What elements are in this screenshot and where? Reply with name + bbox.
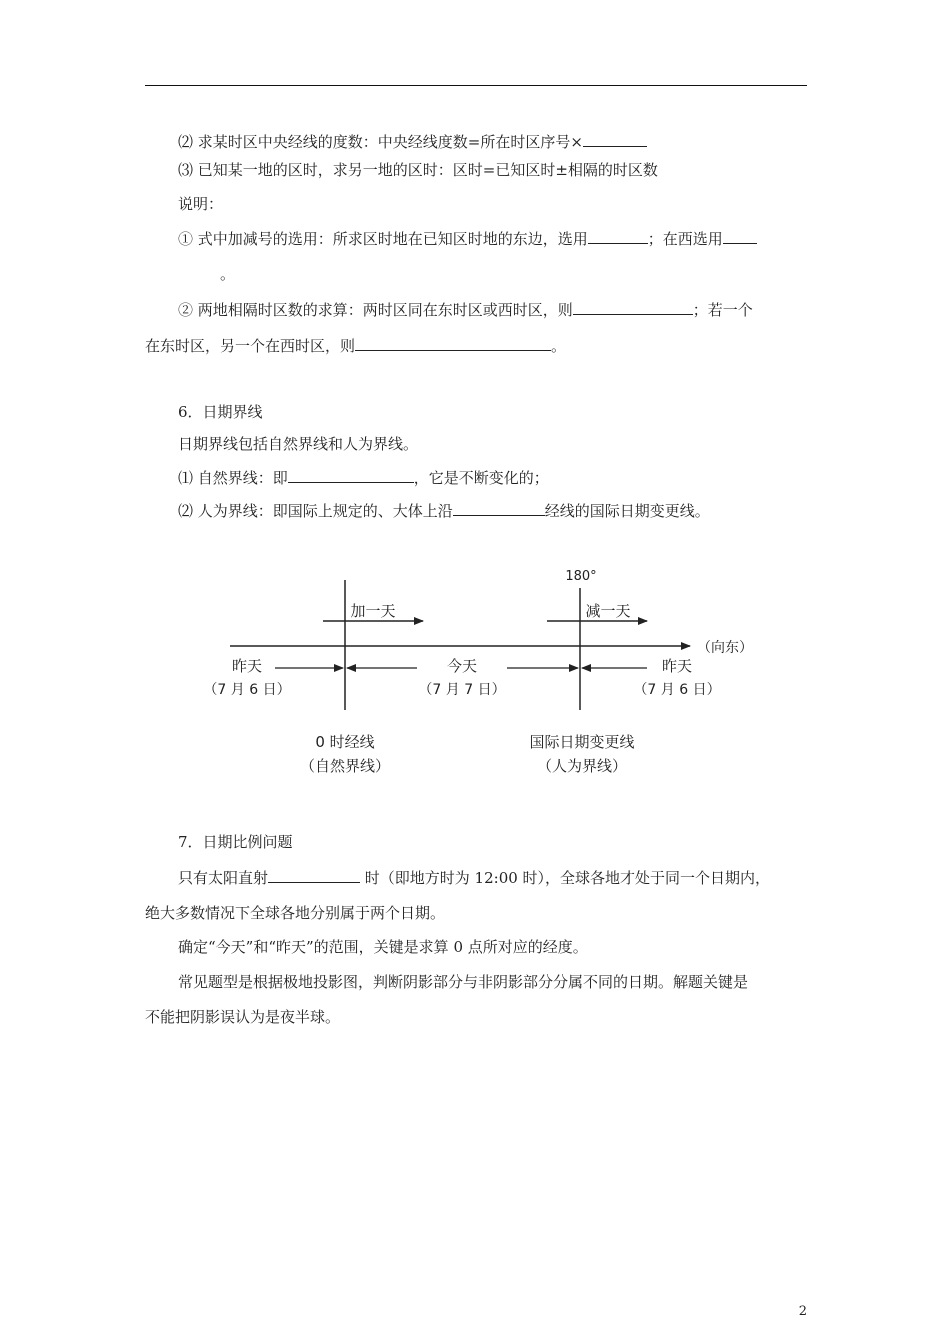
yesterday-left-label: 昨天 xyxy=(231,657,263,675)
note-zone-difference: ② 两地相隔时区数的求算：两时区同在东时区或西时区，则 ；若一个 xyxy=(178,301,753,319)
zone-time-rule: ⑶ 已知某一地的区时，求另一地的区时：区时=已知区时±相隔的时区数 xyxy=(178,161,658,179)
answer-blank xyxy=(268,867,360,883)
date-line-diagram xyxy=(195,560,765,785)
date-middle-label: （7 月 7 日） xyxy=(418,682,506,698)
date-right-label: （7 月 6 日） xyxy=(633,682,721,698)
section-7-para-3-cont: 不能把阴影误认为是夜半球。 xyxy=(145,1008,341,1026)
section-7-heading: 7．日期比例问题 xyxy=(178,833,293,851)
answer-blank xyxy=(583,131,647,147)
sub-day-label: 减一天 xyxy=(585,602,631,620)
add-day-label: 加一天 xyxy=(350,602,396,620)
answer-blank xyxy=(723,228,757,244)
answer-blank xyxy=(573,299,693,315)
today-label: 今天 xyxy=(446,657,478,675)
note-plus-minus: ① 式中加减号的选用：所求区时地在已知区时地的东边，选用 ；在西选用 xyxy=(178,228,757,249)
yesterday-right-label: 昨天 xyxy=(661,657,693,675)
central-meridian-rule xyxy=(178,131,647,152)
section-7-para-1-cont: 绝大多数情况下全球各地分别属于两个日期。 xyxy=(145,904,446,922)
natural-boundary-caption: （自然界线） xyxy=(299,757,391,775)
answer-blank xyxy=(288,467,414,483)
longitude-180-label: 180° xyxy=(565,569,597,584)
section-7-para-2: 确定“今天”和“昨天”的范围，关键是求算 0 点所对应的经度。 xyxy=(178,938,588,956)
header-rule xyxy=(145,85,807,86)
section-6-heading: 6．日期界线 xyxy=(178,403,263,421)
central-meridian-text: ⑵ 求某时区中央经线的度数：中央经线度数=所在时区序号× xyxy=(178,133,583,151)
artificial-boundary-caption: （人为界线） xyxy=(536,757,628,775)
answer-blank xyxy=(588,228,648,244)
date-line-name: 国际日期变更线 xyxy=(529,733,635,751)
page-number: 2 xyxy=(798,1304,807,1319)
note-end-mark: 。 xyxy=(220,265,236,283)
answer-blank xyxy=(355,335,551,351)
date-left-label: （7 月 6 日） xyxy=(203,682,291,698)
answer-blank xyxy=(453,500,545,516)
note-zone-difference-cont: 在东时区，另一个在西时区，则 。 xyxy=(145,337,567,355)
natural-boundary-item: ⑴ 自然界线：即 ，它是不断变化的； xyxy=(178,469,549,487)
section-7-para-3: 常见题型是根据极地投影图，判断阴影部分与非阴影部分分属不同的日期。解题关键是 xyxy=(178,973,749,991)
section-6-intro: 日期界线包括自然界线和人为界线。 xyxy=(178,435,419,453)
zero-meridian-name: 0 时经线 xyxy=(315,733,375,751)
artificial-boundary-item: ⑵ 人为界线：即国际上规定的、大体上沿 经线的国际日期变更线。 xyxy=(178,502,710,520)
eastward-label: （向东） xyxy=(697,640,753,656)
section-7-para-1: 只有太阳直射 时（即地方时为 12:00 时），全球各地才处于同一个日期内， xyxy=(178,869,771,887)
note-label: 说明： xyxy=(178,195,224,213)
